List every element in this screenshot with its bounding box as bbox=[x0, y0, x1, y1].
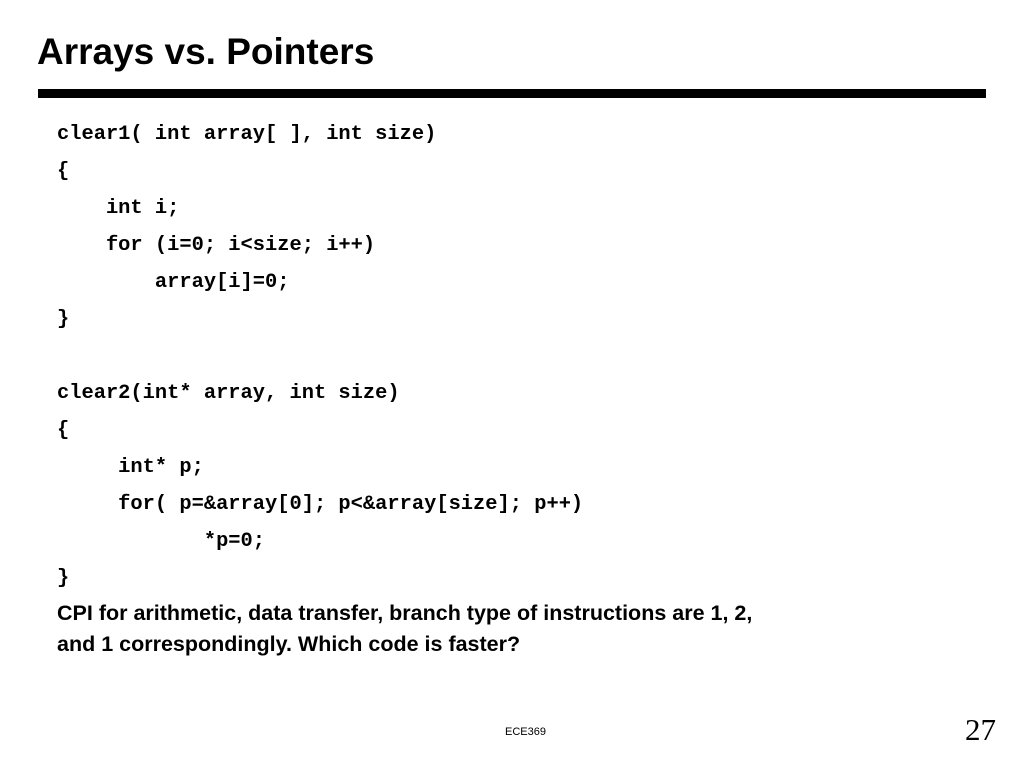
code-line: { bbox=[57, 160, 70, 183]
code-line: clear2(int* array, int size) bbox=[57, 382, 400, 405]
code-line: array[i]=0; bbox=[57, 271, 290, 294]
question-line: and 1 correspondingly. Which code is faster? bbox=[57, 632, 521, 656]
code-line: int i; bbox=[57, 197, 180, 220]
question-line: CPI for arithmetic, data transfer, branch type of instructions are 1, 2, bbox=[57, 601, 753, 625]
code-line: for (i=0; i<size; i++) bbox=[57, 234, 376, 257]
code-line: } bbox=[57, 308, 70, 331]
title-divider bbox=[38, 89, 986, 98]
code-line: clear1( int array[ ], int size) bbox=[57, 123, 437, 146]
slide-title: Arrays vs. Pointers bbox=[37, 31, 375, 72]
question-text bbox=[57, 598, 937, 660]
code-line: } bbox=[57, 567, 70, 590]
code-line: { bbox=[57, 419, 70, 442]
code-line: int* p; bbox=[57, 456, 204, 479]
code-line: *p=0; bbox=[57, 530, 266, 553]
footer-text: ECE369 bbox=[505, 726, 546, 738]
page-number: 27 bbox=[965, 712, 996, 747]
code-line: for( p=&array[0]; p<&array[size]; p++) bbox=[57, 493, 584, 516]
